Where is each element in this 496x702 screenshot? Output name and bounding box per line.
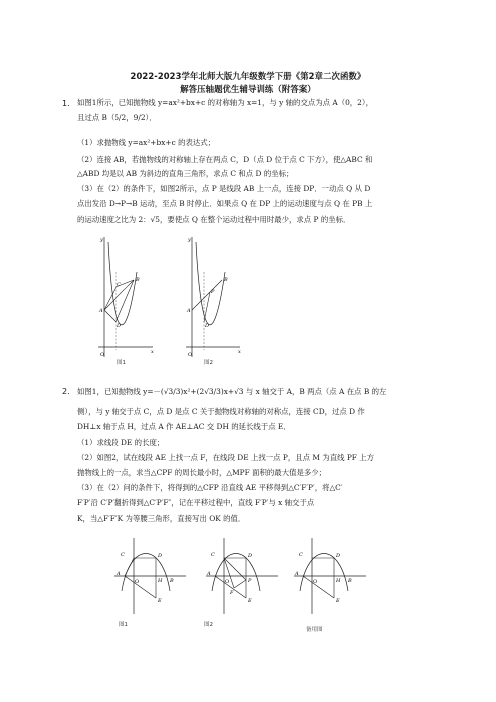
- label-origin: O: [100, 352, 105, 358]
- label-point-e: E: [158, 598, 162, 604]
- q1-line: 的运动速度之比为 2：√5，要使点 Q 在整个运动过程中用时最少，求点 P 的坐标．: [77, 215, 351, 224]
- q2-figure-1-caption: 图1: [119, 622, 128, 628]
- label-point-a: A: [295, 571, 299, 577]
- label-point-c: C: [299, 552, 303, 558]
- q2-line: （3）在（2）问的条件下，将得到的△CFP 沿直线 AE 平移得到△C′F′P′，将△C′: [77, 483, 343, 492]
- label-origin: O: [135, 579, 140, 585]
- q2-figure-2-caption: 图2: [204, 622, 213, 628]
- label-point-d: D: [205, 323, 210, 329]
- q1-figure-2: [178, 232, 248, 360]
- q2-backup-figure: [292, 536, 370, 616]
- label-point-d: D: [158, 553, 163, 559]
- q1-line: （2）连接 AB，若抛物线的对称轴上存在两点 C，D（点 D 位于点 C 下方），使△ABC 和: [77, 155, 373, 164]
- label-point-e: E: [248, 598, 252, 604]
- label-x-axis: x: [151, 349, 154, 355]
- label-origin: O: [313, 579, 318, 585]
- q2-line: 抛物线上的一点，求当△CPF 的周长最小时，△MPF 面积的最大值是多少；: [77, 468, 327, 477]
- label-point-c: C: [117, 282, 121, 288]
- q1-line: 点出发沿 D→P→B 运动，至点 B 时停止．如果点 Q 在 DP 上的运动速度与点 Q 在 PB 上: [77, 199, 373, 208]
- label-x-axis: x: [238, 349, 241, 355]
- question-2-number: 2．: [62, 387, 76, 396]
- q2-line: 如图1，已知抛物线 y=－(√3/3)x²+(2√3/3)x+√3 与 x 轴交于 A，B 两点（点 A 在点 B 的左: [77, 387, 387, 396]
- label-origin: O: [225, 579, 230, 585]
- q2-line: 侧），与 y 轴交于点 C，点 D 是点 C 关于抛物线对称轴的对称点，连接 CD，过点 D 作: [77, 407, 365, 416]
- q1-line: （3）在（2）的条件下，如图2所示，点 P 是线段 AB 上一点，连接 DP．一动点 Q 从 D: [77, 184, 371, 193]
- q1-line: 且过点 B（5/2，9/2）．: [77, 113, 157, 122]
- q2-backup-figure-caption: 备用图: [306, 627, 323, 633]
- label-y-axis: y: [100, 237, 103, 243]
- label-point-e: E: [336, 598, 340, 604]
- label-point-h: H: [158, 578, 163, 584]
- q1-line: （1）求抛物线 y=ax²+bx+c 的表达式；: [77, 138, 216, 147]
- q2-line: K，当△F′F″K 为等腰三角形，直接写出 OK 的值．: [77, 514, 246, 523]
- document-title: 2022-2023学年北师大版九年级数学下册《第2章二次函数》: [130, 71, 366, 81]
- q2-line: （2）如图2，试在线段 AE 上找一点 F，在线段 DE 上找一点 P，且点 M 为直线 PF 上方: [77, 453, 375, 462]
- q2-figure-1: [112, 536, 190, 616]
- q2-line: F′P′沿 C′P′翻折得到△C′P′F″，记在平移过程中，直线 F′P′与 x 轴交于点: [77, 498, 315, 507]
- q2-line: DH⊥x 轴于点 H，过点 A 作 AE⊥AC 交 DH 的延长线于点 E．: [77, 422, 291, 431]
- label-point-f: F: [230, 590, 234, 596]
- question-1-number: 1．: [62, 99, 76, 108]
- label-point-c: C: [121, 552, 125, 558]
- label-point-p: P: [211, 289, 215, 295]
- q1-figure-1: [88, 232, 158, 360]
- label-y-axis: y: [188, 237, 191, 243]
- q2-line: （1）求线段 DE 的长度；: [77, 438, 165, 447]
- label-point-b: B: [224, 277, 228, 283]
- q2-figure-2: [204, 536, 282, 616]
- label-point-d: D: [336, 553, 341, 559]
- label-point-a: A: [187, 308, 191, 314]
- label-point-d: D: [117, 323, 122, 329]
- label-point-h: H: [336, 578, 341, 584]
- q1-figure-2-caption: 图2: [204, 360, 213, 366]
- q1-figure-1-caption: 图1: [117, 360, 126, 366]
- q1-line: △ABD 均是以 AB 为斜边的直角三角形，求点 C 和点 D 的坐标；: [77, 169, 294, 178]
- label-point-b: B: [348, 578, 352, 584]
- label-point-c: C: [211, 552, 215, 558]
- label-point-b: B: [136, 277, 140, 283]
- label-point-a: A: [207, 571, 211, 577]
- document-subtitle: 解答压轴题优生辅导训练（附答案）: [180, 84, 316, 94]
- q1-line: 如图1所示，已知抛物线 y=ax²+bx+c 的对称轴为 x=1，与 y 轴的交点为点 A（0，2），: [77, 98, 373, 107]
- label-origin: O: [188, 352, 193, 358]
- label-point-a: A: [117, 571, 121, 577]
- label-point-a: A: [99, 308, 103, 314]
- label-point-d: D: [248, 553, 253, 559]
- label-point-p: P: [248, 578, 252, 584]
- label-point-b: B: [170, 578, 174, 584]
